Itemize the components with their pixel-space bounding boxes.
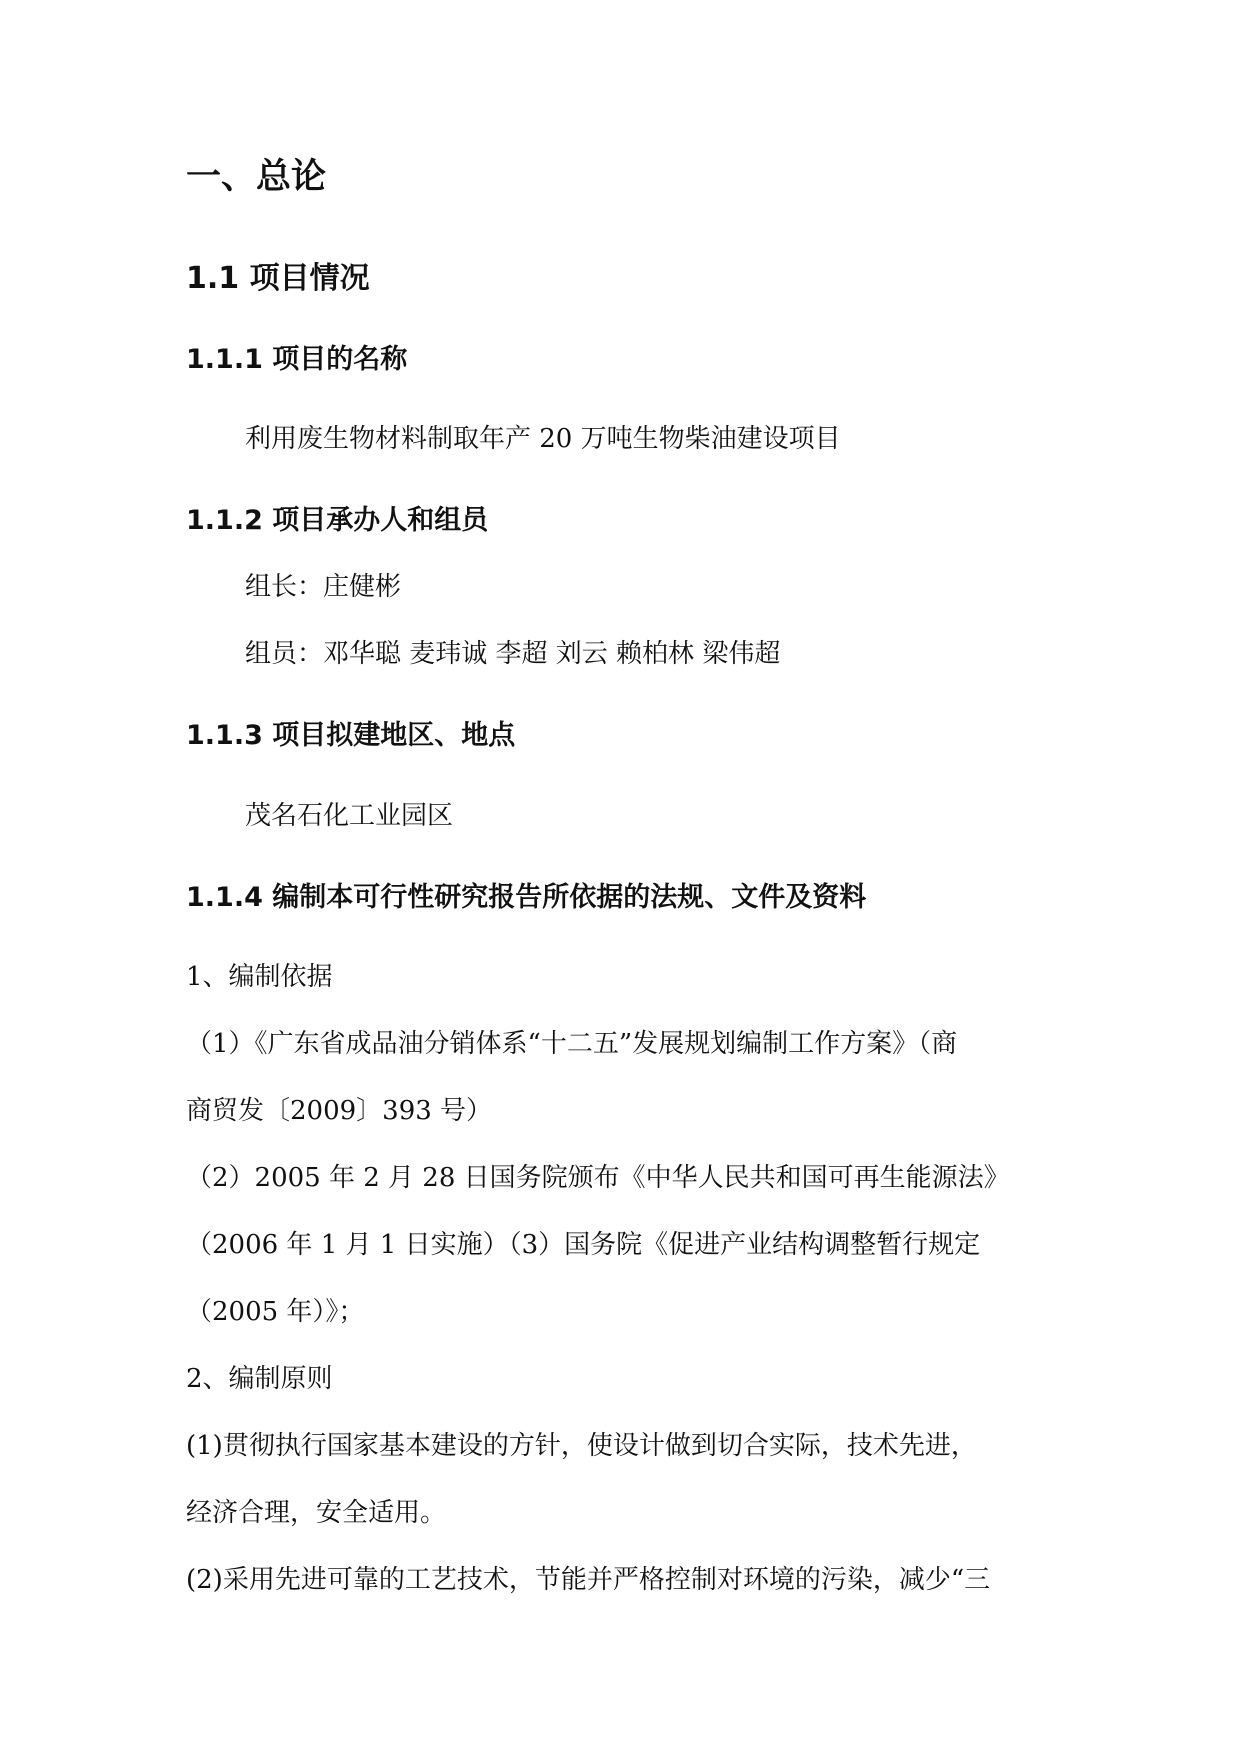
principle-line: 经济合理，安全适用。 <box>186 1498 447 1528</box>
basis-line: （2005 年）》； <box>186 1297 365 1327</box>
principle-line: (1)贯彻执行国家基本建设的方针，使设计做到切合实际，技术先进， <box>186 1431 977 1461</box>
team-members-text: 组员：邓华聪 麦玮诚 李超 刘云 赖柏林 梁伟超 <box>245 639 781 669</box>
principle-line: (2)采用先进可靠的工艺技术，节能并严格控制对环境的污染，减少“三 <box>186 1565 991 1595</box>
subsection-heading-1-1-1: 1.1.1 项目的名称 <box>186 344 408 375</box>
project-name-text: 利用废生物材料制取年产 20 万吨生物柴油建设项目 <box>245 424 841 454</box>
subsection-heading-1-1-4: 1.1.4 编制本可行性研究报告所依据的法规、文件及资料 <box>186 882 867 913</box>
principle-title: 2、编制原则 <box>186 1364 333 1394</box>
basis-line: （2）2005 年 2 月 28 日国务院颁布《中华人民共和国可再生能源法》 <box>186 1163 1010 1193</box>
location-text: 茂名石化工业园区 <box>245 801 454 831</box>
basis-line: （2006 年 1 月 1 日实施）（3）国务院《促进产业结构调整暂行规定 <box>186 1230 981 1260</box>
team-leader-text: 组长：庄健彬 <box>245 572 402 602</box>
basis-line: 商贸发〔2009〕393 号） <box>186 1096 493 1126</box>
section-heading-1-1: 1.1 项目情况 <box>186 261 370 296</box>
chapter-heading: 一、总论 <box>186 157 327 197</box>
subsection-heading-1-1-2: 1.1.2 项目承办人和组员 <box>186 505 489 536</box>
basis-line: （1）《广东省成品油分销体系“十二五”发展规划编制工作方案》（商 <box>186 1029 958 1059</box>
basis-title: 1、编制依据 <box>186 962 333 992</box>
subsection-heading-1-1-3: 1.1.3 项目拟建地区、地点 <box>186 720 516 751</box>
